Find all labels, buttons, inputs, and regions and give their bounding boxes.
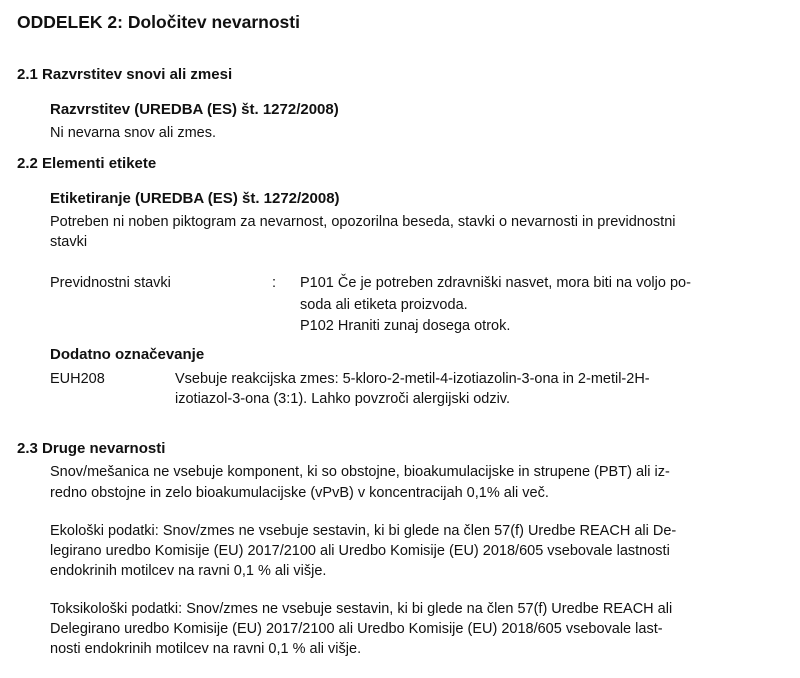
labelling-text-line: stavki <box>50 234 88 250</box>
ecological-info-line: Ekološki podatki: Snov/zmes ne vsebuje sestavin, ki bi glede na člen 57(f) Uredbe REACH ali De- <box>50 523 677 539</box>
subheading-labelling: Etiketiranje (UREDBA (ES) št. 1272/2008) <box>50 190 340 207</box>
heading-2-2: 2.2 Elementi etikete <box>17 155 157 172</box>
heading-2-3: 2.3 Druge nevarnosti <box>17 440 166 457</box>
classification-text: Ni nevarna snov ali zmes. <box>50 125 217 141</box>
precautionary-separator: : <box>272 275 277 291</box>
toxicological-info-line: Toksikološki podatki: Snov/zmes ne vsebuje sestavin, ki bi glede na člen 57(f) Uredbe REACH ali <box>50 601 673 617</box>
other-hazards-line: Snov/mešanica ne vsebuje komponent, ki so obstojne, bioakumulacijske in strupene (PBT) ali iz- <box>50 464 670 480</box>
precautionary-line: P102 Hraniti zunaj dosega otrok. <box>300 318 511 334</box>
euh-text-line: izotiazol-3-ona (3:1). Lahko povzroči alergijski odziv. <box>175 391 510 407</box>
ecological-info-line: legirano uredbo Komisije (EU) 2017/2100 ali Uredbo Komisije (EU) 2018/605 vsebovale lastnosti <box>50 543 670 559</box>
other-hazards-line: redno obstojne in zelo bioakumulacijske (vPvB) v koncentracijah 0,1% ali več. <box>50 485 549 501</box>
subheading-additional-labelling: Dodatno označevanje <box>50 346 205 363</box>
euh-text-line: Vsebuje reakcijska zmes: 5-kloro-2-metil-4-izotiazolin-3-ona in 2-metil-2H- <box>175 371 650 387</box>
precautionary-label: Previdnostni stavki <box>50 275 171 291</box>
labelling-text-line: Potreben ni noben piktogram za nevarnost, opozorilna beseda, stavki o nevarnosti in previdnostni <box>50 214 676 230</box>
euh-code: EUH208 <box>50 371 105 387</box>
ecological-info-line: endokrinih motilcev na ravni 0,1 % ali višje. <box>50 563 327 579</box>
heading-2-1: 2.1 Razvrstitev snovi ali zmesi <box>17 66 233 83</box>
section-title: ODDELEK 2: Določitev nevarnosti <box>17 12 300 32</box>
precautionary-line: P101 Če je potreben zdravniški nasvet, mora biti na voljo po- <box>300 275 691 291</box>
subheading-classification: Razvrstitev (UREDBA (ES) št. 1272/2008) <box>50 101 339 118</box>
toxicological-info-line: nosti endokrinih motilcev na ravni 0,1 % ali višje. <box>50 641 362 657</box>
precautionary-line: soda ali etiketa proizvoda. <box>300 297 468 313</box>
toxicological-info-line: Delegirano uredbo Komisije (EU) 2017/2100 ali Uredbo Komisije (EU) 2018/605 vsebovale last- <box>50 621 663 637</box>
